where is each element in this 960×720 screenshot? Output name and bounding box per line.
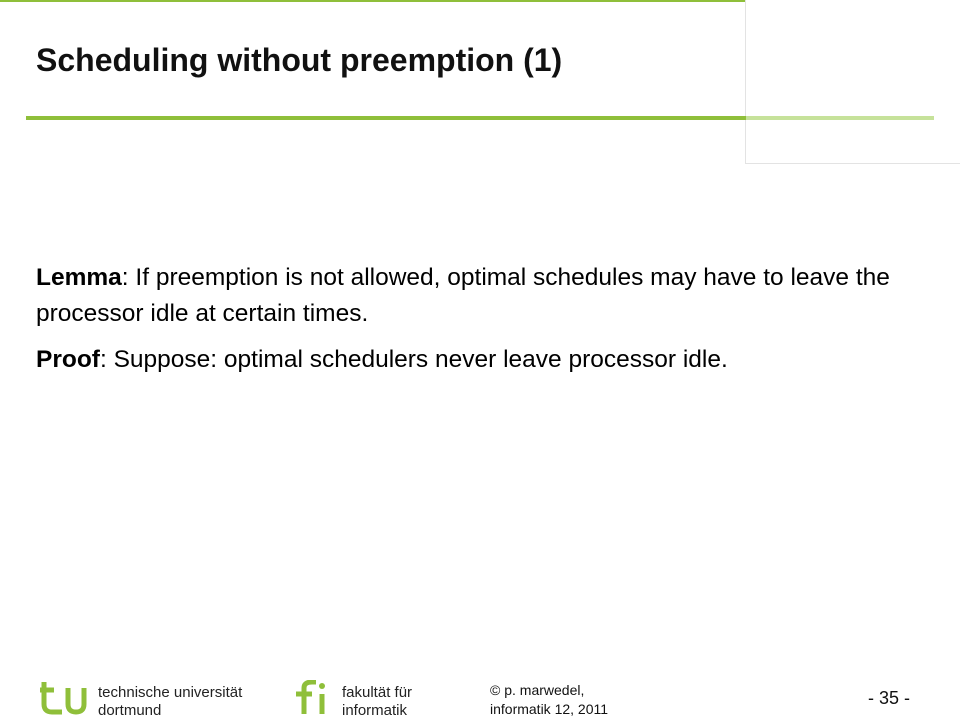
proof-term: Proof — [36, 346, 100, 373]
lemma-paragraph — [36, 260, 914, 332]
page-number: - 35 - — [868, 688, 911, 708]
tu-logo-icon — [40, 680, 90, 716]
title-underline-extension — [746, 116, 934, 120]
corner-frame — [745, 0, 960, 164]
fi-logo-icon — [290, 680, 334, 716]
top-accent-rule — [0, 0, 746, 2]
faculty-name: fakultät für informatik — [342, 684, 413, 719]
copyright-line-1: p. marwedel, — [500, 682, 585, 698]
slide-body — [36, 260, 914, 388]
lemma-term: Lemma — [36, 264, 122, 291]
copyright-notice — [490, 681, 670, 719]
title-underline — [26, 116, 746, 120]
copyright-icon: © — [490, 682, 501, 698]
copyright-line-2: informatik 12, 2011 — [490, 701, 609, 717]
proof-text: : Suppose: optimal schedulers never leave processor idle. — [99, 346, 728, 373]
slide-title: Scheduling without preemption (1) — [36, 42, 563, 78]
lemma-text: : If preemption is not allowed, optimal schedules may have to leave the processor idle at certain times. — [36, 264, 890, 327]
university-name: technische universität dortmund — [98, 684, 243, 719]
proof-paragraph — [36, 342, 914, 378]
